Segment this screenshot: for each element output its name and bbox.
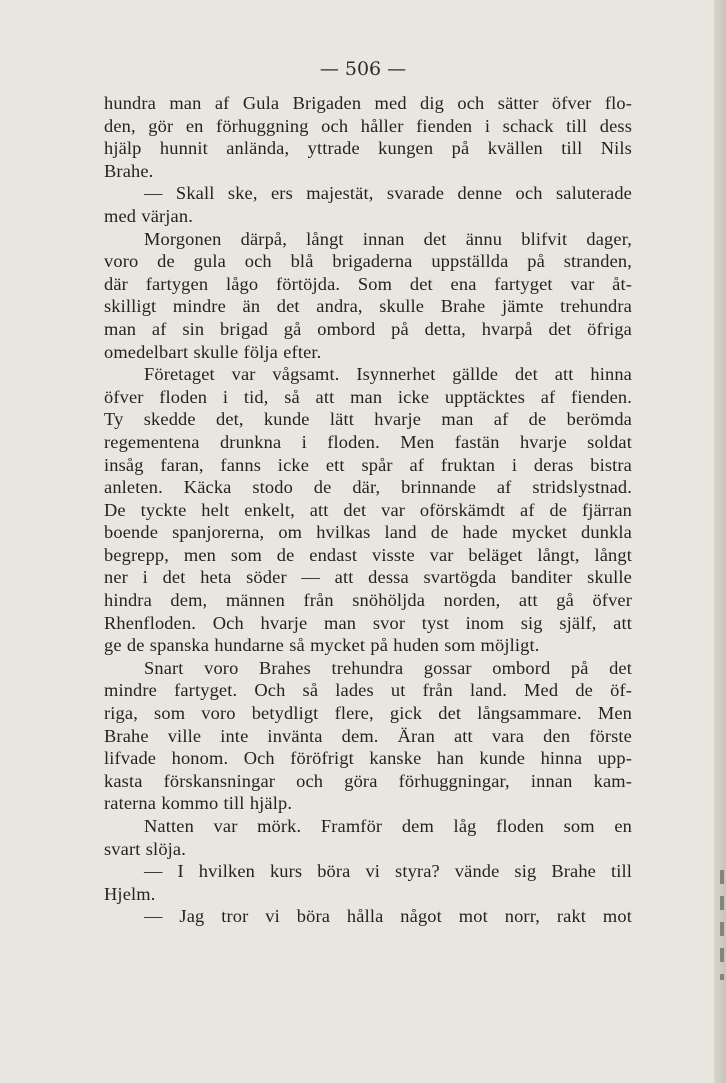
- text-line: hindra dem, männen från snöhöljda norden, att gå öfver: [104, 590, 632, 611]
- text-line: riga, som voro betydligt flere, gick det långsammare. Men: [104, 703, 632, 724]
- text-line: med värjan.: [104, 205, 193, 226]
- page-number: — 506 —: [319, 58, 407, 80]
- text-line: där fartygen lågo förtöjda. Som det ena fartyget var åt-: [104, 273, 632, 294]
- text-line: — I hvilken kurs böra vi styra? vände sig Brahe till: [144, 861, 632, 882]
- text-line: omedelbart skulle följa efter.: [104, 341, 322, 362]
- text-line: insåg faran, fanns icke ett spår af fruktan i deras bistra: [104, 454, 632, 475]
- text-line: raterna kommo till hjälp.: [104, 793, 293, 814]
- text-line: Rhenfloden. Och hvarje man svor tyst inom sig själf, att: [104, 612, 632, 633]
- text-line: skilligt mindre än det andra, skulle Brahe jämte trehundra: [104, 296, 632, 317]
- text-line: — Jag tror vi böra hålla något mot norr, rakt mot: [144, 906, 632, 927]
- text-line: lifvade honom. Och föröfrigt kanske han kunde hinna upp-: [104, 748, 632, 769]
- text-line: Ty skedde det, kunde lätt hvarje man af de berömda: [104, 409, 632, 430]
- text-line: ner i det heta söder — att dessa svartögda banditer skulle: [104, 567, 632, 588]
- text-line: öfver floden i tid, så att man icke upptäcktes af fienden.: [104, 386, 632, 407]
- text-line: hundra man af Gula Brigaden med dig och sätter öfver flo-: [104, 93, 632, 113]
- text-line: regementena drunkna i floden. Men fastän hvarje soldat: [104, 431, 632, 452]
- text-line: boende spanjorerna, om hvilkas land de hade mycket dunkla: [104, 522, 632, 543]
- text-line: Snart voro Brahes trehundra gossar ombord på det: [144, 657, 632, 678]
- text-line: — Skall ske, ers majestät, svarade denne och saluterade: [144, 183, 632, 204]
- page-edge: [714, 0, 726, 1083]
- text-line: svart slöja.: [104, 838, 186, 859]
- text-line: Hjelm.: [104, 883, 156, 904]
- text-line: voro de gula och blå brigaderna uppställda på stranden,: [104, 251, 632, 272]
- text-line: Natten var mörk. Framför dem låg floden som en: [144, 816, 632, 836]
- text-line: De tyckte helt enkelt, att det var oförskämdt af de fjärran: [104, 499, 632, 520]
- text-line: ge de spanska hundarne så mycket på huden som möjligt.: [104, 635, 540, 656]
- text-line: Morgonen därpå, långt innan det ännu blifvit dager,: [144, 228, 632, 249]
- text-line: Brahe.: [104, 160, 154, 181]
- text-line: mindre fartyget. Och så lades ut från land. Med de öf-: [104, 680, 632, 701]
- edge-marks: [720, 870, 724, 980]
- text-line: hjälp hunnit anlända, yttrade kungen på kvällen till Nils: [104, 138, 632, 159]
- text-line: den, gör en förhuggning och håller fienden i schack till dess: [104, 115, 632, 136]
- body-text: [104, 92, 632, 928]
- text-line: man af sin brigad gå ombord på detta, hvarpå det öfriga: [104, 318, 632, 339]
- text-line: anleten. Käcka stodo de där, brinnande af stridslystnad.: [104, 477, 632, 498]
- text-line: Företaget var vågsamt. Isynnerhet gällde det att hinna: [144, 364, 632, 385]
- text-line: Brahe ville inte invänta dem. Äran att vara den förste: [104, 725, 632, 746]
- text-line: begrepp, men som de endast visste var beläget långt, långt: [104, 544, 632, 565]
- text-line: kasta förskansningar och göra förhuggningar, innan kam-: [104, 770, 632, 791]
